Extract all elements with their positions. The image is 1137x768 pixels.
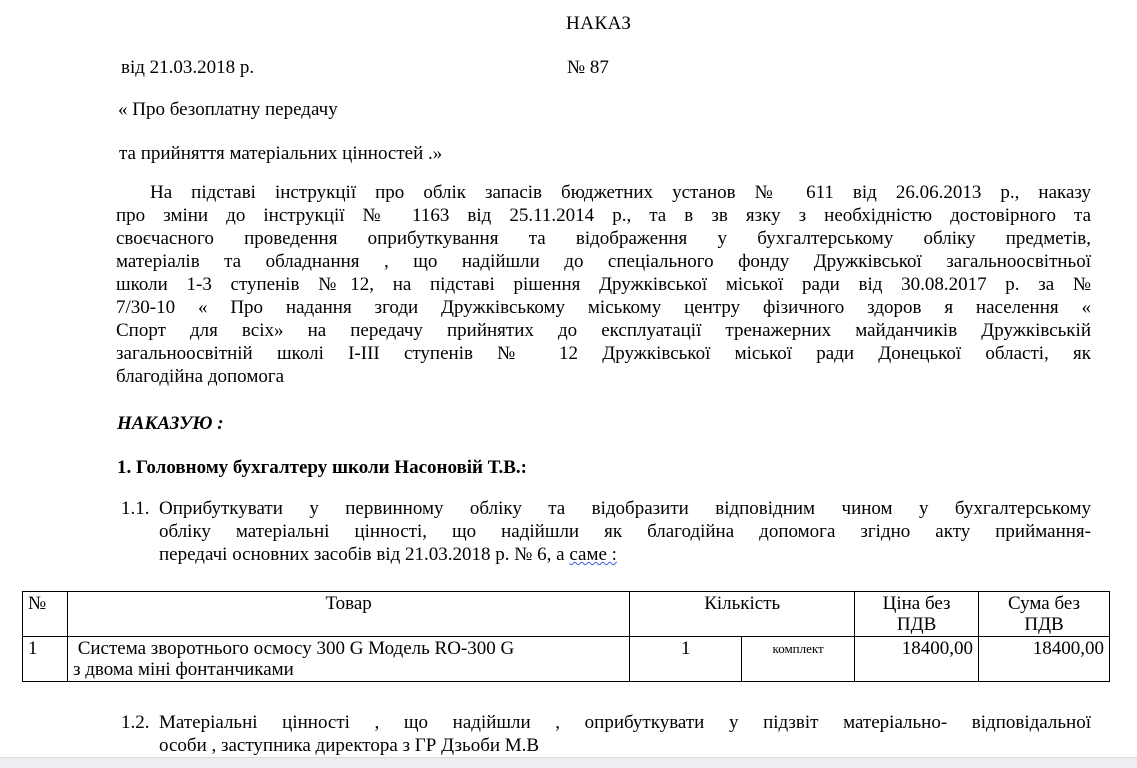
header-price-line2: ПДВ: [896, 614, 937, 635]
subject-line-1: « Про безоплатну передачу: [118, 99, 338, 120]
preamble-line: своєчасного проведення оприбуткування та відображення у бухгалтерському обліку предметів,: [116, 228, 1091, 249]
table-header-row: [23, 592, 1110, 637]
cell-unit: комплект: [742, 637, 855, 682]
preamble-paragraph: [116, 181, 1091, 388]
order-date: від 21.03.2018 р.: [121, 57, 255, 78]
header-num: №: [23, 592, 68, 637]
cell-num: 1: [23, 637, 68, 682]
cell-price: 18400,00: [855, 637, 979, 682]
table-row: [23, 637, 1110, 682]
preamble-line: На підставі інструкції про облік запасів бюджетних установ № 611 від 26.06.2013 р., наказу: [150, 182, 1091, 203]
item-line: обліку матеріальні цінності, що надійшли як благодійна допомога згідно акту приймання-: [159, 521, 1091, 542]
cell-goods-line2: з двома міні фонтанчиками: [72, 659, 294, 680]
goods-table: [22, 591, 1110, 682]
cell-sum: 18400,00: [979, 637, 1110, 682]
header-sum-line2: ПДВ: [1024, 614, 1064, 635]
preamble-line: загальноосвітній школі І-ІІІ ступенів № 12 Дружківської міської ради Донецької області, як: [116, 343, 1091, 364]
preamble-line: благодійна допомога: [116, 366, 285, 387]
header-sum-line1: Сума без: [1007, 593, 1081, 614]
preamble-line: 7/30-10 « Про надання згоди Дружківському міському центру фізичного здоров я населення «: [116, 297, 1091, 318]
spellcheck-marked-word[interactable]: саме :: [569, 544, 617, 565]
order-number: № 87: [567, 57, 609, 78]
cell-goods: [67, 637, 629, 682]
header-sum: [979, 592, 1110, 637]
preamble-line: про зміни до інструкції № 1163 від 25.11.2014 р., та в зв язку з необхідністю достовірного та: [116, 205, 1091, 226]
cell-qty: 1: [630, 637, 742, 682]
header-qty: Кількість: [630, 592, 855, 637]
subject-line-2: та прийняття матеріальних цінностей .»: [119, 143, 443, 164]
item-line-prefix: передачі основних засобів від 21.03.2018 р. № 6, а: [159, 544, 570, 565]
item-label: 1.1.: [121, 498, 150, 519]
header-goods: Товар: [67, 592, 629, 637]
item-line: Матеріальні цінності , що надійшли , оприбуткувати у підзвіт матеріально- відповідальної: [159, 712, 1091, 733]
item-text: [159, 711, 1091, 757]
document-title: НАКАЗ: [566, 13, 632, 34]
preamble-line: матеріалів та обладнання , що надійшли до спеціального фонду Дружківської загальноосвітньої: [116, 251, 1091, 272]
item-line: [159, 543, 1091, 566]
header-price-line1: Ціна без: [882, 593, 951, 614]
section-1-heading: 1. Головному бухгалтеру школи Насоновій Т.В.:: [117, 457, 527, 478]
window-bottom-strip: [0, 757, 1137, 768]
preamble-line: школи 1-3 ступенів №12, на підставі рішення Дружківської міської ради від 30.08.2017 р. за №: [116, 274, 1091, 295]
item-text: [159, 497, 1091, 566]
order-heading: НАКАЗУЮ :: [117, 413, 224, 434]
preamble-line: Спорт для всіх» на передачу прийнятих до експлуатації тренажерних майданчиків Дружківській: [116, 320, 1091, 341]
header-price: [855, 592, 979, 637]
item-line: особи , заступника директора з ГР Дзьоби М.В: [159, 735, 540, 756]
item-line: Оприбуткувати у первинному обліку та відобразити відповідним чином у бухгалтерському: [159, 498, 1091, 519]
item-label: 1.2.: [121, 712, 150, 733]
cell-goods-line1: Система зворотнього осмосу 300 G Модель RO-300 G: [77, 638, 515, 659]
